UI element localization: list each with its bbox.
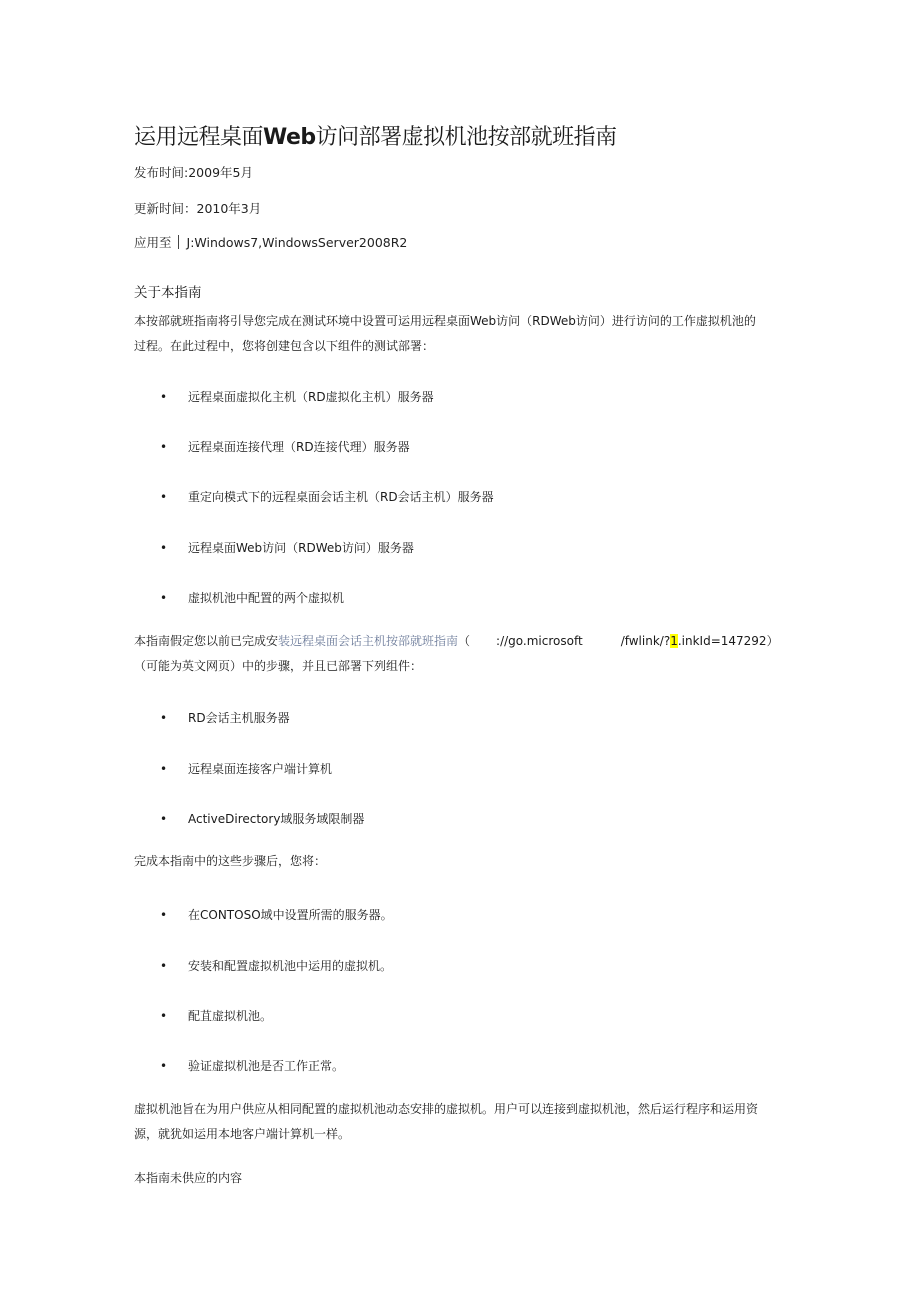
url-text[interactable]: ://go.microsoft xyxy=(496,634,583,648)
bullet-icon: • xyxy=(160,591,168,605)
page-title xyxy=(134,120,617,151)
not-provided-heading: 本指南未供应的内容 xyxy=(134,1171,243,1185)
list-item: • 远程桌面连接客户端计算机 xyxy=(160,762,333,776)
published-date: 发布时间:2009年5月 xyxy=(134,165,253,180)
about-heading: 关于本指南 xyxy=(134,285,202,301)
title-bold-web: Web xyxy=(263,125,316,150)
list-item: • RD会话主机服务器 xyxy=(160,711,290,725)
list-item: • 重定向模式下的远程桌面会话主机（RD会话主机）服务器 xyxy=(160,490,494,504)
list-item: • 验证虚拟机池是否工作正常。 xyxy=(160,1059,345,1073)
bullet-icon: • xyxy=(160,390,168,404)
list-item: • 虚拟机池中配置的两个虚拟机 xyxy=(160,591,345,605)
applies-to-value: J:Windows7,WindowsServer2008R2 xyxy=(186,235,408,250)
bullet-icon: • xyxy=(160,762,168,776)
applies-to xyxy=(134,233,407,251)
separator-bar xyxy=(178,235,179,249)
list-item: • 配苴虚拟机池。 xyxy=(160,1009,273,1023)
bullet-icon: • xyxy=(160,959,168,973)
assumption-paragraph xyxy=(134,629,794,679)
intro-line-1: 本按部就班指南将引导您完成在测试环境中设置可运用远程桌面Web访问（RDWeb访问）进行访问的工作虚拟机池的 xyxy=(134,314,756,328)
applies-to-label: 应用至 xyxy=(134,235,172,250)
bullet-icon: • xyxy=(160,440,168,454)
title-part1: 运用远程桌面 xyxy=(134,125,264,150)
title-part2: 访问部署虚拟机池按部就班指南 xyxy=(315,125,617,150)
bullet-icon: • xyxy=(160,812,168,826)
assumption-line-2: （可能为英文网页）中的步骤，并且已部署下列组件： xyxy=(134,659,423,673)
pool-line-2: 源，就犹如运用本地客户端计算机一样。 xyxy=(134,1127,351,1141)
list-item: • 远程桌面Web访问（RDWeb访问）服务器 xyxy=(160,541,414,555)
after-paragraph: 完成本指南中的这些步骤后，您将： xyxy=(134,854,327,868)
list-item: • 安装和配置虚拟机池中运用的虚拟机。 xyxy=(160,959,393,973)
highlighted-text: 1 xyxy=(670,634,678,648)
bullet-icon: • xyxy=(160,490,168,504)
intro-paragraph xyxy=(134,309,794,359)
assumption-line-1: 本指南假定您以前已完成安装远程桌面会话主机按部就班指南（ ://go.microsoft /fwlink/?1.inkId=147292） xyxy=(134,634,779,648)
pool-line-1: 虚拟机池旨在为用户供应从相同配置的虚拟机池动态安排的虚拟机。用户可以连接到虚拟机池，然后运行程序和运用资 xyxy=(134,1102,759,1116)
bullet-icon: • xyxy=(160,711,168,725)
install-guide-link[interactable]: 装远程桌面会话主机按部就班指南 xyxy=(278,634,459,648)
pool-description xyxy=(134,1097,794,1147)
intro-line-2: 过程。在此过程中，您将创建包含以下组件的测试部署： xyxy=(134,339,435,353)
bullet-icon: • xyxy=(160,1009,168,1023)
bullet-icon: • xyxy=(160,908,168,922)
list-item: • 在CONTOSO域中设置所需的服务器。 xyxy=(160,908,393,922)
bullet-icon: • xyxy=(160,1059,168,1073)
updated-date: 更新时间：2010年3月 xyxy=(134,201,262,216)
list-item: • ActiveDirectory域服务域限制器 xyxy=(160,812,365,826)
list-item: • 远程桌面虚拟化主机（RD虚拟化主机）服务器 xyxy=(160,390,434,404)
list-item: • 远程桌面连接代理（RD连接代理）服务器 xyxy=(160,440,410,454)
bullet-icon: • xyxy=(160,541,168,555)
